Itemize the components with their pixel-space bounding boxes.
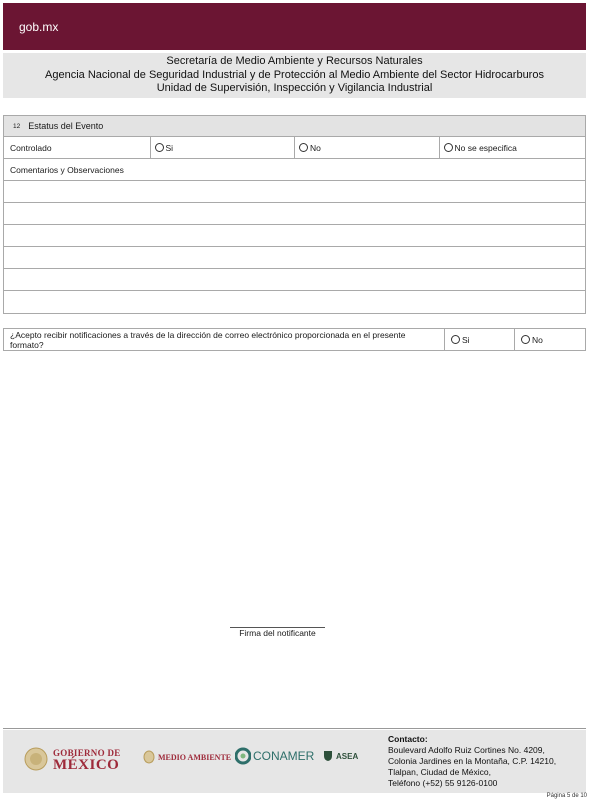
- gob-logo-line-1: GOBIERNO DE: [53, 748, 121, 758]
- agency-header: [3, 53, 586, 98]
- section-title: Estatus del Evento: [28, 121, 104, 131]
- radio-no[interactable]: [299, 143, 308, 152]
- option-no[interactable]: [295, 137, 440, 158]
- section-number: 12: [13, 122, 21, 130]
- shield-icon: [323, 750, 333, 762]
- contact-block: [388, 734, 556, 789]
- radio-notify-si[interactable]: [451, 335, 460, 344]
- agency-line-3: Unidad de Supervisión, Inspección y Vigilancia Industrial: [156, 82, 433, 94]
- contact-title: Contacto:: [388, 734, 428, 744]
- notification-option-si[interactable]: [445, 329, 515, 350]
- comments-line-6[interactable]: [4, 291, 585, 313]
- comments-line-1[interactable]: [4, 181, 585, 203]
- brand-label[interactable]: gob.mx: [19, 20, 59, 34]
- agency-line-1: Secretaría de Medio Ambiente y Recursos Naturales: [166, 55, 423, 67]
- radio-si[interactable]: [155, 143, 164, 152]
- notification-consent: [3, 328, 586, 351]
- controlled-label: Controlado: [4, 137, 151, 158]
- comments-line-5[interactable]: [4, 269, 585, 291]
- medio-ambiente-logo: [143, 750, 231, 764]
- signature-label: Firma del notificante: [239, 628, 316, 638]
- notification-question: ¿Acepto recibir notificaciones a través de la dirección de correo electrónico proporcionada en el presente formato?: [4, 329, 445, 350]
- notification-no-label: No: [532, 334, 543, 345]
- notification-option-no[interactable]: [515, 329, 585, 350]
- notification-si-label: Si: [462, 334, 470, 345]
- section-header: [4, 116, 585, 137]
- page-number: Página 5 de 10: [546, 793, 587, 799]
- option-si[interactable]: [151, 137, 296, 158]
- comments-row: [4, 159, 585, 181]
- gob-logo-line-2: MÉXICO: [53, 757, 120, 773]
- radio-notify-no[interactable]: [521, 335, 530, 344]
- option-no-especifica-label: No se especifica: [454, 142, 517, 153]
- conamer-logo: [235, 747, 314, 765]
- footer-divider: [3, 728, 586, 729]
- radio-no-especifica[interactable]: [444, 143, 453, 152]
- comments-line-3[interactable]: [4, 225, 585, 247]
- option-no-especifica[interactable]: [440, 137, 586, 158]
- conamer-emblem-icon: [235, 747, 251, 765]
- eagle-seal-icon: [23, 746, 49, 772]
- agency-line-2: Agencia Nacional de Seguridad Industrial y de Protección al Medio Ambiente del Sector Hidrocarburos: [45, 68, 544, 81]
- contact-address-3: Tlalpan, Ciudad de México,: [388, 767, 492, 777]
- option-no-label: No: [310, 142, 321, 153]
- controlled-row: [4, 137, 585, 159]
- conamer-text: CONAMER: [253, 749, 315, 763]
- footer: [3, 730, 586, 793]
- comments-label: Comentarios y Observaciones: [10, 164, 124, 175]
- contact-address-1: Boulevard Adolfo Ruiz Cortines No. 4209,: [388, 745, 545, 755]
- contact-phone: Teléfono (+52) 55 9126-0100: [388, 778, 498, 788]
- asea-text: ASEA: [336, 751, 359, 761]
- asea-logo: [323, 750, 358, 762]
- gobierno-de-mexico-logo: [23, 746, 121, 772]
- event-status-table: [3, 115, 586, 314]
- option-si-label: Si: [165, 142, 174, 153]
- comments-line-2[interactable]: [4, 203, 585, 225]
- seal-icon: [143, 750, 155, 764]
- contact-address-2: Colonia Jardines en la Montaña, C.P. 14210,: [388, 756, 557, 766]
- medio-ambiente-text: MEDIO AMBIENTE: [158, 752, 232, 762]
- top-bar: [3, 3, 586, 50]
- comments-line-4[interactable]: [4, 247, 585, 269]
